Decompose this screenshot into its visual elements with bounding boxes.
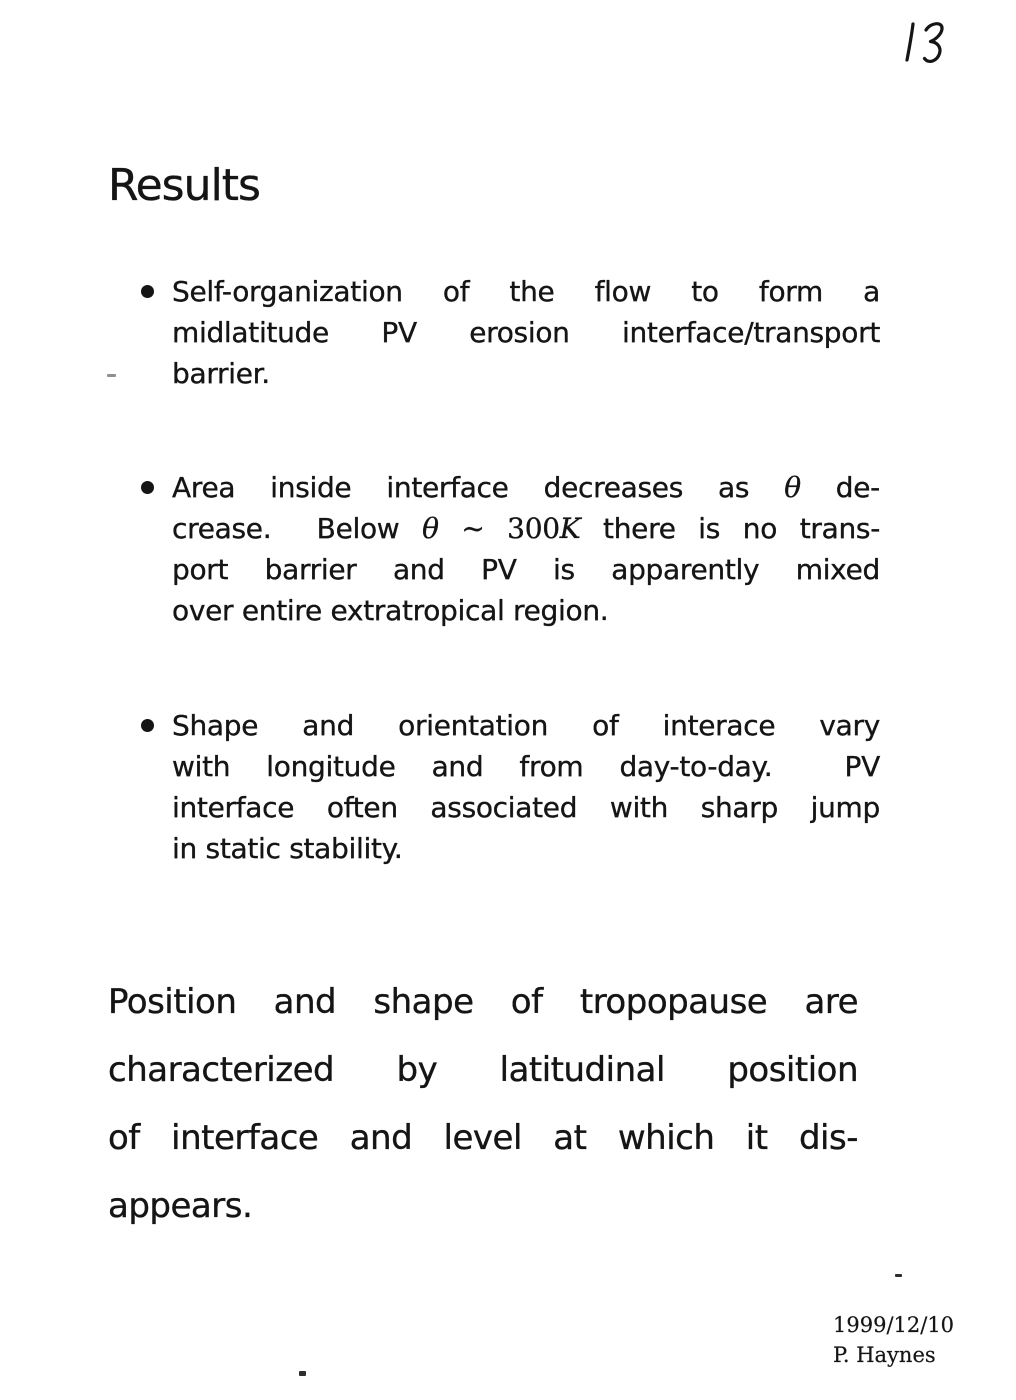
bullet-1-line-3: barrier. <box>172 357 270 390</box>
bullet-1-line-1: Self-organization of the flow to form a <box>172 275 880 308</box>
text-segment: there is no trans- <box>580 512 880 545</box>
bullet-3-line-3: interface often associated with sharp jump <box>172 791 880 824</box>
scan-artifact <box>107 374 116 377</box>
bullet-item-2 <box>172 467 880 631</box>
paragraph-line-2: characterized by latitudinal position <box>108 1050 858 1090</box>
paragraph-line-1: Position and shape of tropopause are <box>108 982 858 1022</box>
theta-symbol: θ <box>422 512 439 545</box>
text-segment: de- <box>800 471 880 504</box>
page-number-handwritten <box>898 16 960 68</box>
bullet-icon <box>141 719 154 732</box>
footer-author: P. Haynes <box>833 1343 936 1367</box>
footer <box>833 1310 954 1370</box>
kelvin-symbol: K <box>559 512 581 545</box>
text-segment: crease. Below <box>172 512 423 545</box>
text-segment: Area inside interface decreases as <box>172 471 785 504</box>
bullet-3-line-4: in static stability. <box>172 832 403 865</box>
digit-3-stroke <box>925 24 943 62</box>
bullet-item-1 <box>172 271 880 394</box>
bullet-2-line-3: port barrier and PV is apparently mixed <box>172 553 880 586</box>
bullet-3-line-2: with longitude and from day-to-day. PV <box>172 750 880 783</box>
paragraph-line-3: of interface and level at which it dis- <box>108 1118 858 1158</box>
theta-symbol: θ <box>784 471 801 504</box>
bullet-item-3 <box>172 705 880 869</box>
page-title: Results <box>108 160 260 211</box>
bullet-2-line-4: over entire extratropical region. <box>172 594 609 627</box>
digit-1-stroke <box>907 24 913 60</box>
bullet-3-line-1: Shape and orientation of interace vary <box>172 709 880 742</box>
math-relation-300: ∼ 300 <box>438 512 560 545</box>
bullet-icon <box>141 481 154 494</box>
bullet-icon <box>141 285 154 298</box>
bullet-1-line-2: midlatitude PV erosion interface/transport <box>172 316 880 349</box>
paragraph-line-4: appears. <box>108 1186 253 1226</box>
closing-paragraph <box>108 968 858 1240</box>
scan-artifact <box>299 1371 306 1376</box>
footer-date: 1999/12/10 <box>833 1313 955 1337</box>
bullet-2-line-1 <box>172 467 880 508</box>
bullet-2-line-2 <box>172 508 880 549</box>
scan-artifact <box>895 1274 902 1277</box>
